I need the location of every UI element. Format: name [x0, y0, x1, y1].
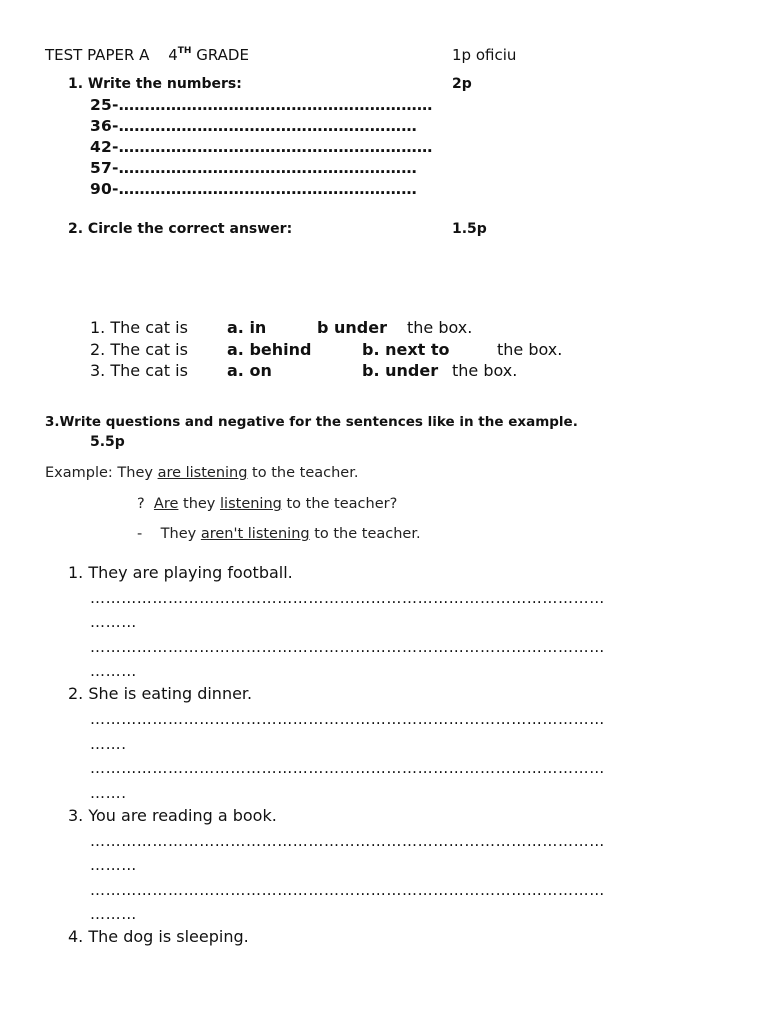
q2-item-lead: 3. The cat is — [90, 361, 188, 380]
q2-option-a[interactable]: a. on — [227, 361, 272, 380]
q2-option-b[interactable]: b. next to — [362, 340, 450, 359]
q1-line-42: 42-…………………………………………………… — [90, 138, 433, 156]
answer-line-tail[interactable]: ……… — [90, 905, 137, 923]
page-title — [45, 46, 249, 64]
question-mark: ? — [137, 496, 145, 512]
answer-line[interactable]: ……………………………………………………………………………………… — [90, 589, 605, 607]
example-q-aux: Are — [153, 496, 179, 512]
q3-points: 5.5p — [90, 434, 125, 450]
answer-line-tail[interactable]: ……. — [90, 735, 127, 753]
q2-points: 1.5p — [452, 221, 487, 237]
example-n-verb: aren't listening — [200, 526, 310, 542]
example-n-pre: They — [160, 526, 201, 542]
example-negative — [137, 526, 421, 542]
q2-option-a[interactable]: a. behind — [227, 340, 312, 359]
q2-item-end: the box. — [452, 361, 518, 380]
example-n-rest: to the teacher. — [309, 526, 421, 542]
answer-line[interactable]: ……………………………………………………………………………………… — [90, 832, 605, 850]
q1-line-36: 36-………………………………………………… — [90, 117, 417, 135]
q3-sentence-2: 2. She is eating dinner. — [68, 684, 253, 703]
example-underlined-verb: are listening — [157, 465, 248, 481]
example-question — [137, 496, 397, 512]
answer-line-tail[interactable]: ……… — [90, 856, 137, 874]
q2-option-b[interactable]: b. under — [362, 361, 439, 380]
q2-item-end: the box. — [407, 318, 473, 337]
q1-line-57: 57-………………………………………………… — [90, 159, 417, 177]
grade-number: 4 — [168, 46, 178, 64]
q3-sentence-4: 4. The dog is sleeping. — [68, 927, 249, 946]
q2-item-lead: 1. The cat is — [90, 318, 188, 337]
example-sentence — [45, 465, 358, 481]
q2-item-end: the box. — [497, 340, 563, 359]
q2-option-a[interactable]: a. in — [227, 318, 267, 337]
answer-line[interactable]: ……………………………………………………………………………………… — [90, 881, 605, 899]
q2-option-b[interactable]: b under — [317, 318, 387, 337]
q3-title: 3.Write questions and negative for the sentences like in the example. — [45, 414, 578, 430]
answer-line-tail[interactable]: ……. — [90, 784, 127, 802]
q1-points: 2p — [452, 76, 472, 92]
grade-superscript: TH — [177, 46, 192, 56]
q1-line-90: 90-………………………………………………… — [90, 180, 417, 198]
q3-sentence-3: 3. You are reading a book. — [68, 806, 277, 825]
q2-title: 2. Circle the correct answer: — [68, 221, 293, 237]
header-points: 1p oficiu — [452, 46, 517, 64]
example-q-mid: they — [178, 496, 221, 512]
example-q-rest: to the teacher? — [281, 496, 398, 512]
q1-line-25: 25-…………………………………………………… — [90, 96, 433, 114]
q2-item-lead: 2. The cat is — [90, 340, 188, 359]
answer-line[interactable]: ……………………………………………………………………………………… — [90, 710, 605, 728]
grade-label — [168, 46, 249, 64]
answer-line[interactable]: ……………………………………………………………………………………… — [90, 638, 605, 656]
title-text: TEST PAPER A — [45, 46, 150, 64]
answer-line-tail[interactable]: ……… — [90, 662, 137, 680]
negative-dash: - — [137, 526, 143, 542]
grade-word: GRADE — [196, 46, 249, 64]
q1-title: 1. Write the numbers: — [68, 76, 242, 92]
example-label: Example: They — [45, 465, 158, 481]
q3-sentence-1: 1. They are playing football. — [68, 563, 293, 582]
answer-line-tail[interactable]: ……… — [90, 613, 137, 631]
example-rest: to the teacher. — [247, 465, 359, 481]
answer-line[interactable]: ……………………………………………………………………………………… — [90, 759, 605, 777]
example-q-verb: listening — [220, 496, 282, 512]
